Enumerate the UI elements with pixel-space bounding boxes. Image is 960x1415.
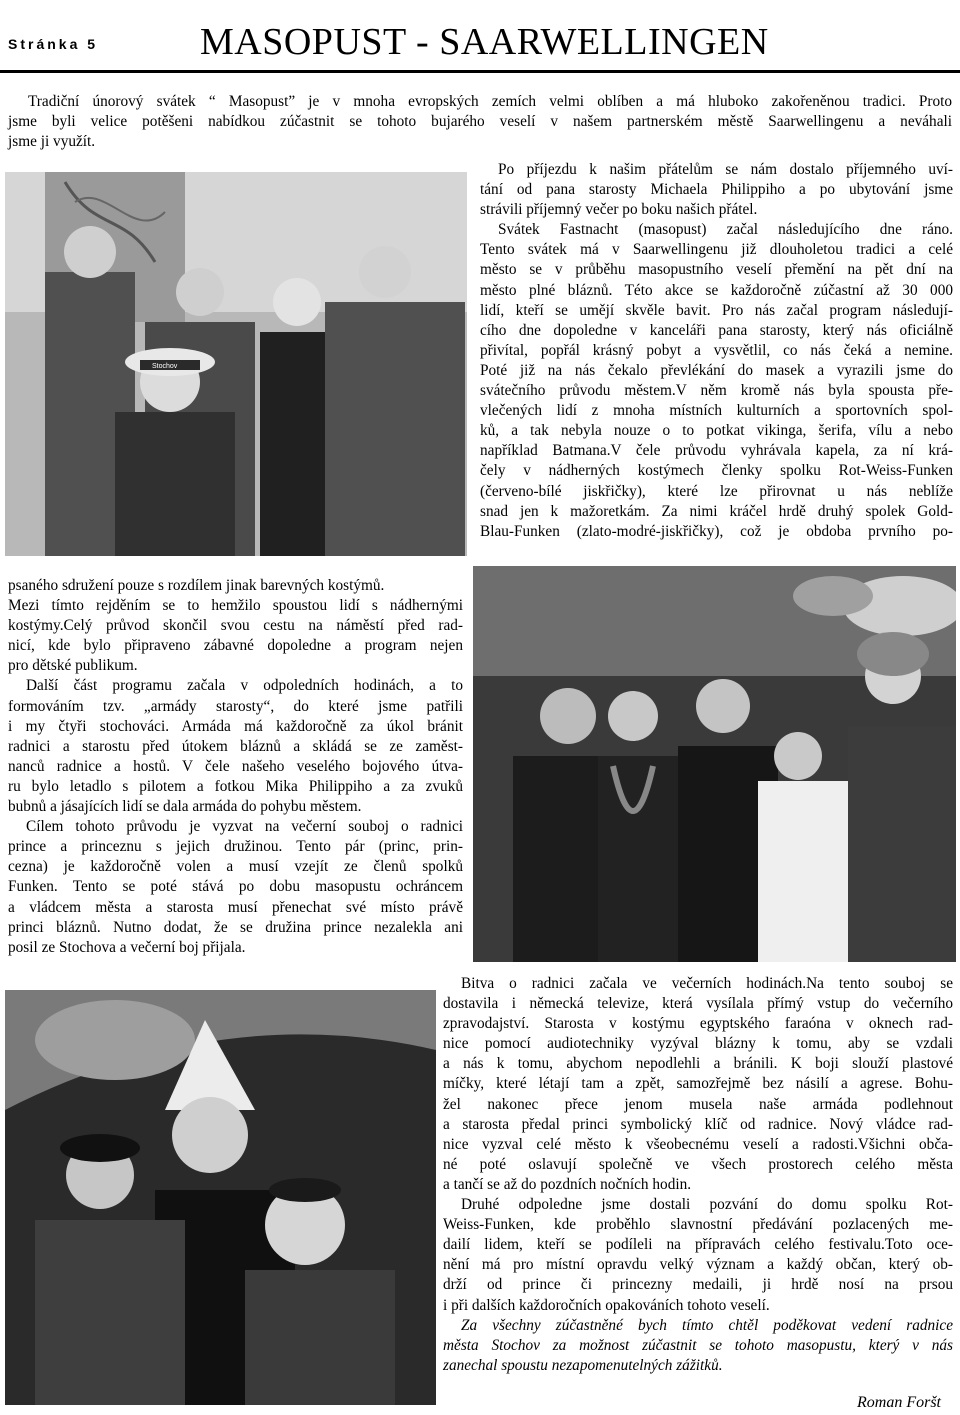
text-line: formováním tzv. „armády starosty“, do které jsme patřili xyxy=(8,697,463,715)
text-line: dailí lidem, kteří se podíleli na přípravách celého festivalu.Toto oce- xyxy=(443,1236,953,1254)
text-line: Blau-Funken (zlato-modré-jiskřičky), což je obdoba prvního po- xyxy=(480,522,953,540)
column-left-middle xyxy=(8,576,463,958)
text-line: nicí, kde bylo připraveno zábavné dopoledne a program nejen xyxy=(8,637,463,655)
text-line: Funken. Tento se poté stává po dobu masopustu ochráncem xyxy=(8,878,463,896)
closing-italic-line: města Stochov za možnost zúčastnit se tohoto masopustu, který v nás xyxy=(443,1336,953,1354)
text-line: nanců radnice a hostů. V čele našeho veselého bojového útva- xyxy=(8,757,463,775)
intro-paragraph xyxy=(8,92,952,152)
text-line: Bitva o radnici začala ve večerních hodinách.Na tento souboj se xyxy=(461,975,953,992)
text-line: žel nakonec přece jenom musela naše armáda podlehnout xyxy=(443,1095,953,1113)
text-line: dostavila i německá televize, která vysílala přímý vstup do večerního xyxy=(443,995,953,1013)
text-line: nění má pro místní opravdu velký význam a každý občan, který ob- xyxy=(443,1256,953,1274)
text-line: míčky, které létají tam a zpět, samozřejmě bez násilí a agrese. Bohu- xyxy=(443,1075,953,1093)
text-line: a vládcem města a starosta musí přenechat své místo právě xyxy=(8,898,463,916)
text-line: Svátek Fastnacht (masopust) začal následujícího dne ráno. xyxy=(498,221,953,239)
text-line: cezna) je každoročně volen a musí vzejít ze členů spolků xyxy=(8,858,463,876)
text-line: a tančí se až do pozdních nočních hodin. xyxy=(443,1175,692,1193)
text-line: prince a princeznu s jejich družinou. Tento pár (princ, prin- xyxy=(8,838,463,856)
intro-line: Tradiční únorový svátek “ Masopust” je v mnoha evropských zemích velmi oblíben a má hluboko zakořeněnou tradici. Proto xyxy=(28,93,952,110)
page-number: Stránka 5 xyxy=(8,36,99,52)
author-signature: Roman Foršt xyxy=(857,1394,941,1411)
text-line: čely v nádherných kostýmech členky spolku Rot-Weiss-Funken xyxy=(480,462,953,480)
text-line: přivítal, popřál krásný pobyt a vysvětlil, co nás čeká a nemine. xyxy=(480,341,953,359)
text-line: i my čtyři stochováci. Armáda má každoročně za úkol bránit xyxy=(8,717,463,735)
text-line: Druhé odpoledne jsme dostali pozvání do domu spolku Rot- xyxy=(461,1196,953,1214)
text-line: město plné bláznů. Této akce se každoročně zúčastní až 30 000 xyxy=(480,281,953,299)
text-line: svátečního průvodu městem.V něm kromě nás byla spousta pře- xyxy=(480,382,953,400)
text-line: nice pomocí audiotechniky vyzýval blázny k tomu, aby se vzdali xyxy=(443,1035,953,1053)
text-line: Cílem tohoto průvodu je vyzvat na večerní souboj o radnici xyxy=(26,818,463,836)
text-line: Další část programu začala v odpoledních hodinách, a to xyxy=(26,677,463,695)
text-line: strávili příjemný večer po boku našich přátel. xyxy=(480,201,758,219)
text-line: drží od prince či princezny medaili, ji hrdě nosí na prsou xyxy=(443,1276,953,1294)
column-right-bottom xyxy=(443,974,953,1376)
text-line: cího dne dopoledne v kanceláři pana starosty, který nás oficiálně xyxy=(480,321,953,339)
text-line: zpravodajství. Starosta v kostýmu egyptského faraóna v oknech rad- xyxy=(443,1015,953,1033)
text-line: Weiss-Funken, kde proběhlo slavnostní předávání pozlacených me- xyxy=(443,1216,953,1234)
text-line: a nás k tomu, abychom nepodlehli a bránili. K boji slouží plastové xyxy=(443,1055,953,1073)
photo-pharaoh xyxy=(5,990,436,1405)
text-line: město se v průběhu masopustního veselí přemění na pět dní na xyxy=(480,261,953,279)
page-title: MASOPUST - SAARWELLINGEN xyxy=(200,21,769,63)
text-line: a starosta předal princi symbolický klíč od radnice. Nový vládce rad- xyxy=(443,1115,953,1133)
text-line: Poté již na nás čekalo převlékání do masek a vyrazili jsme do xyxy=(480,361,953,379)
photo-party-crowd xyxy=(473,566,956,962)
text-line: snad jen k mažoretkám. Za nimi kráčel hrdě druhý spolek Gold- xyxy=(480,502,953,520)
text-line: i při dalších každoročních opakováních tohoto veselí. xyxy=(443,1296,770,1314)
text-line: kostýmy.Celý průvod skončil svou cestu na náměstí před rad- xyxy=(8,617,463,635)
text-line: princi bláznů. Nutno dodat, že se družina prince nezalekla ani xyxy=(8,918,463,936)
text-line: posil ze Stochova a večerní boj přijala. xyxy=(8,938,246,956)
photo-group-portrait xyxy=(5,172,467,556)
text-line: ru bylo letadlo s pilotem a fotkou Mika Philippiho a za zvuků xyxy=(8,777,463,795)
text-line: pro dětské publikum. xyxy=(8,657,138,675)
text-line: lidí, kteří se umějí skvěle bavit. Pro nás začal program následují- xyxy=(480,301,953,319)
text-line: například Batmana.V čele průvodu vyhrávala kapela, za ní krá- xyxy=(480,442,953,460)
text-line: tání od pana starosty Michaela Philippiho a po ubytování jsme xyxy=(480,181,953,199)
text-line: ků, a tak nebyla nouze o to potkat vikinga, šerifa, vílu a nebo xyxy=(480,422,953,440)
text-line: bubnů a jásajících lidí se dala armáda do pohybu městem. xyxy=(8,798,362,816)
text-line: vlečených lidí z mnoha místních kulturních a sportovních spol- xyxy=(480,402,953,420)
intro-line: jsme byli velice potěšeni nabídkou zúčastnit se tohoto bujarého veselí v našem partnerském městě Saarwellingenu a neváhali xyxy=(8,113,952,131)
text-line: (červeno-bílé jiskřičky), které lze přirovnat u nás neblíže xyxy=(480,482,953,500)
text-line: radnici a starostu před útokem bláznů a skládá se ze zaměst- xyxy=(8,737,463,755)
intro-line: jsme ji využít. xyxy=(8,133,96,151)
closing-italic-line: Za všechny zúčastněné bych tímto chtěl poděkovat vedení radnice xyxy=(461,1316,953,1334)
page-header xyxy=(0,0,960,73)
text-line: Tento svátek má v Saarwellingenu již dlouholetou tradici a celé xyxy=(480,241,953,259)
text-line: Po příjezdu k našim přátelům se nám dostalo příjemného uví- xyxy=(498,161,953,178)
column-right-top xyxy=(480,160,953,542)
text-line: Mezi tímto rejděním se to hemžilo spoustou lidí s nádhernými xyxy=(8,597,463,615)
closing-italic-line: zanechal spoustu nezapomenutelných zážitků. xyxy=(443,1356,723,1374)
text-line: nice vyzval celé město k všeobecnému veselí a radosti.Všichni obča- xyxy=(443,1135,953,1153)
text-line: né poté oslavují společně ve všech prostorech celého města xyxy=(443,1155,953,1173)
hat-band-text: Stochov xyxy=(152,363,178,370)
text-line: psaného sdružení pouze s rozdílem jinak barevných kostýmů. xyxy=(8,577,385,594)
